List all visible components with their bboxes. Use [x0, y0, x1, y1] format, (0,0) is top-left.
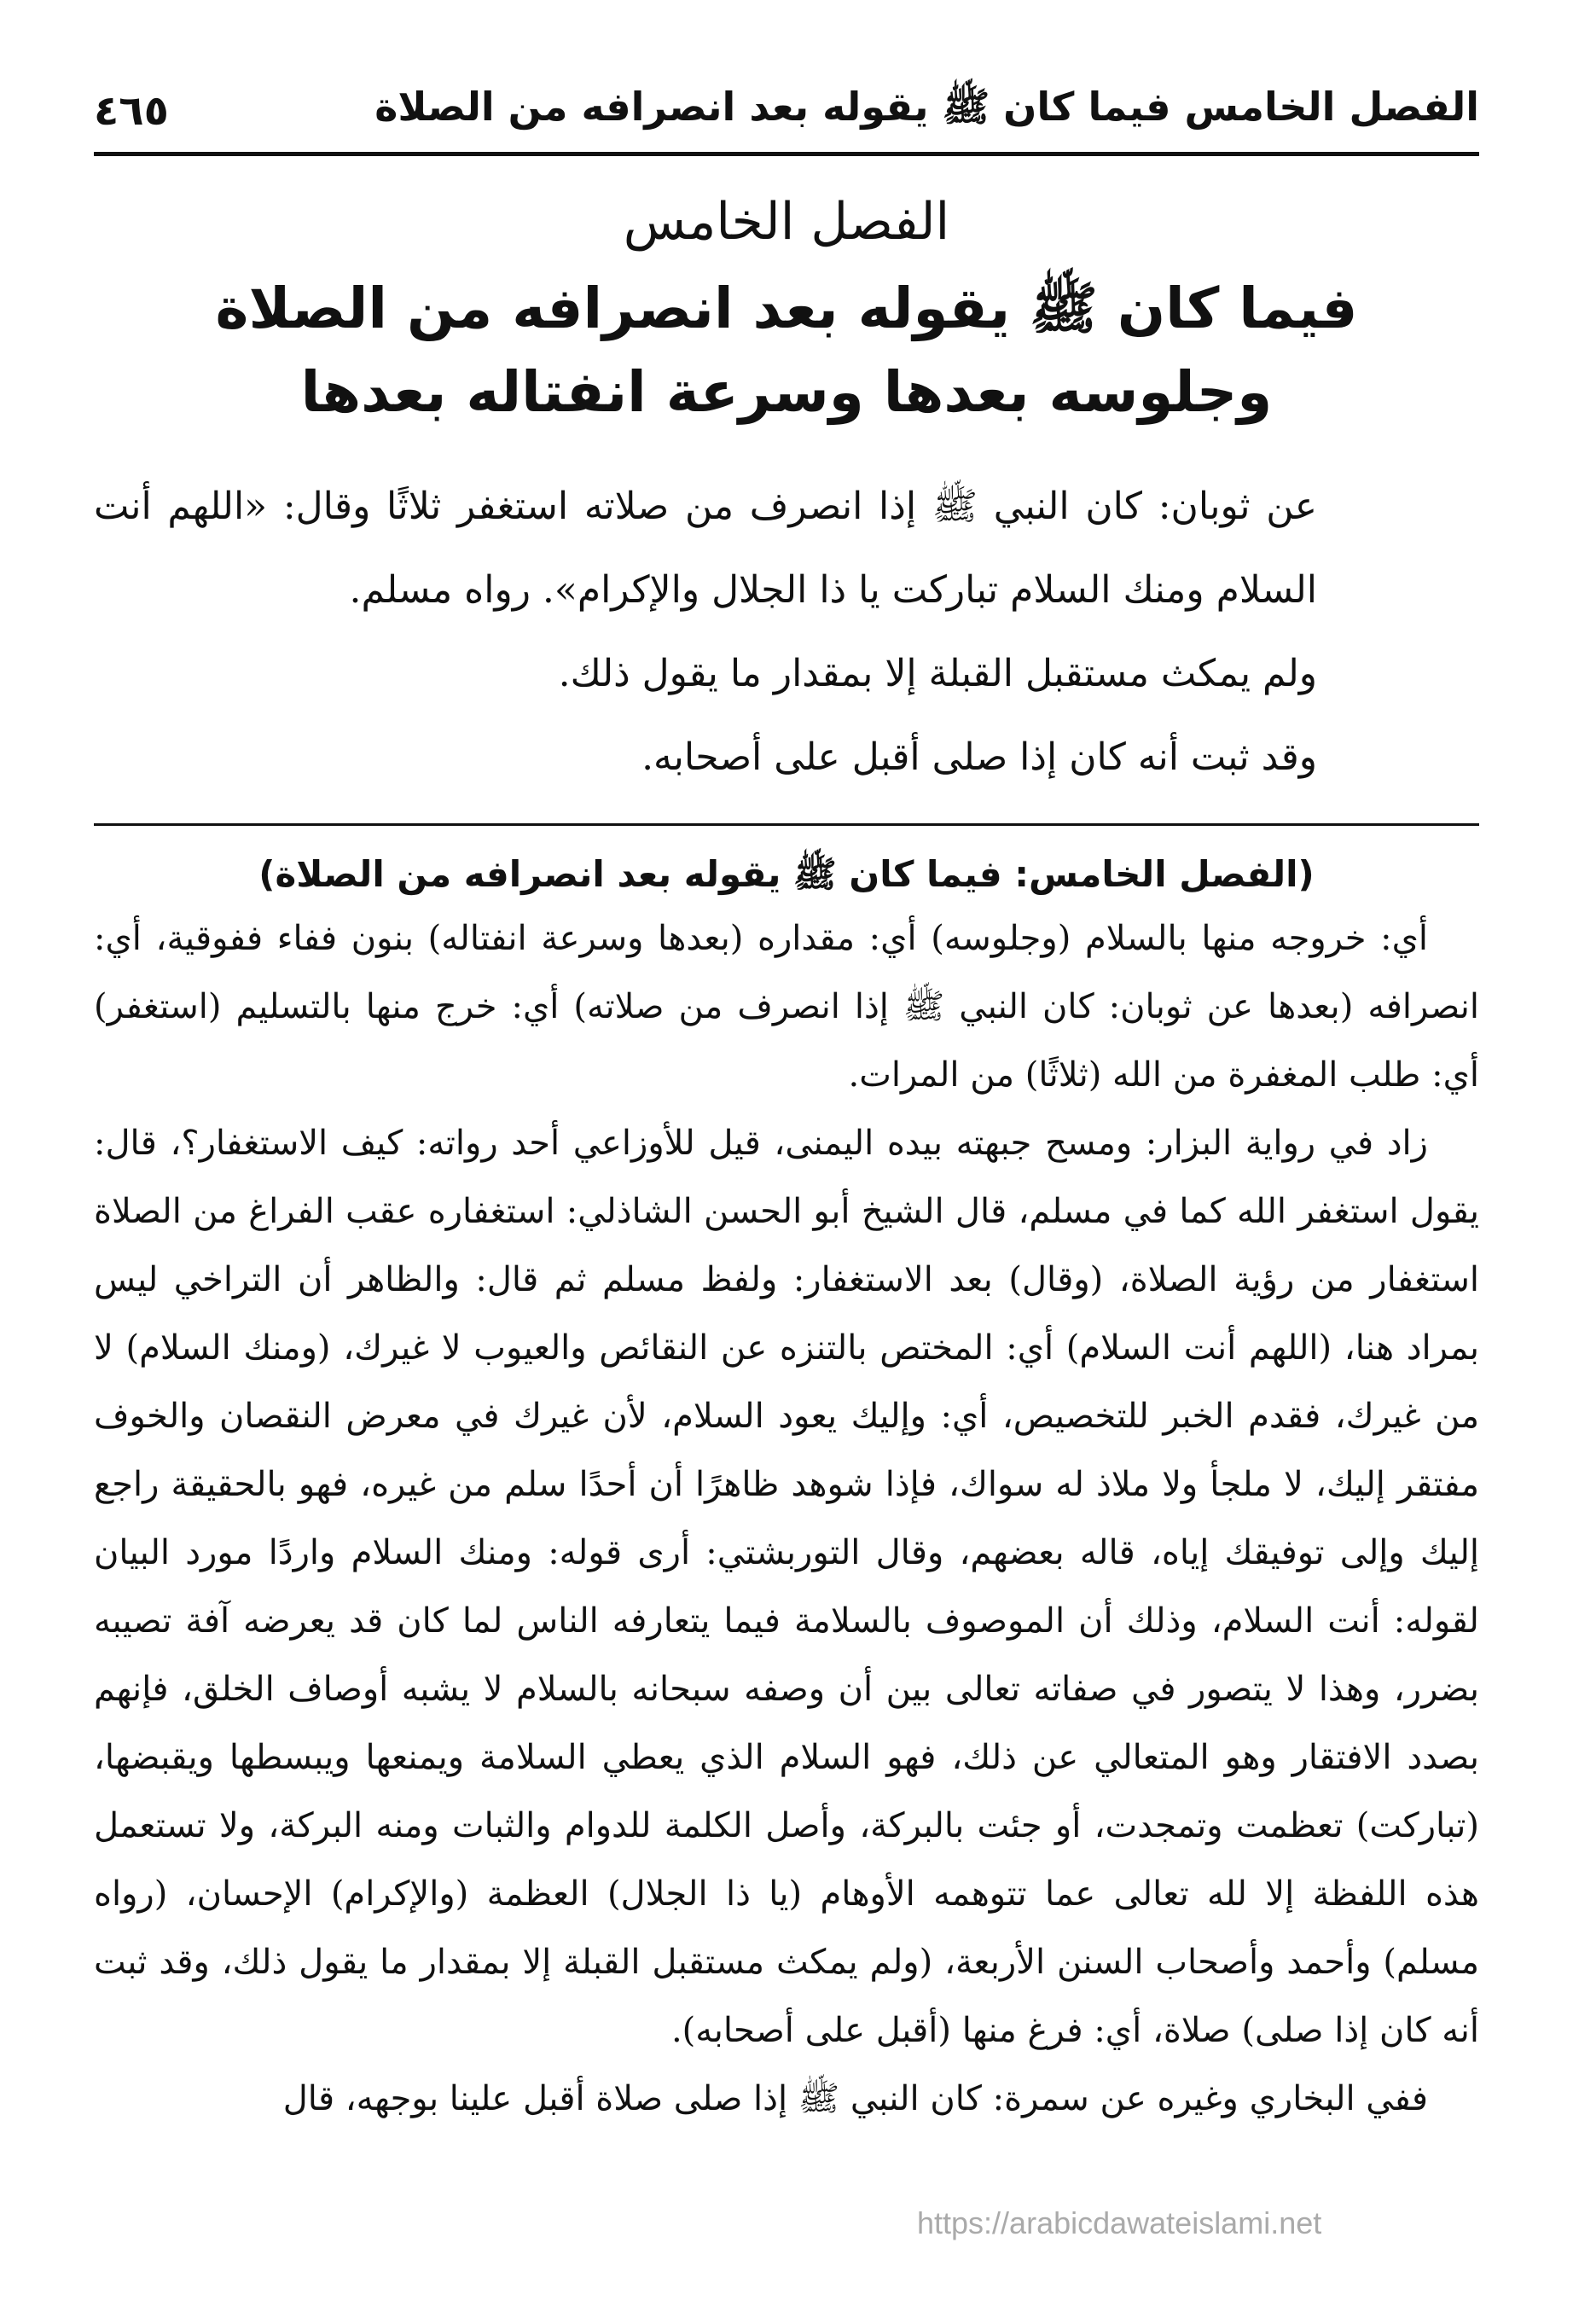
commentary-heading: (الفصل الخامس: فيما كان ﷺ يقوله بعد انصرافه من الصلاة)	[258, 853, 1315, 895]
commentary-paragraph-1: أي: خروجه منها بالسلام (وجلوسه) أي: مقداره (بعدها وسرعة انفتاله) بنون ففاء ففوقية، أي: انصرافه (بعدها عن ثوبان: كان النبي ﷺ إذا انصرف من صلاته) أي: خرج منها بالتسليم (استغفر) أي: طلب المغفرة من الله (ثلاثًا) من المرات.	[94, 919, 1479, 1095]
main-text	[94, 465, 1445, 799]
main-paragraph-hadith: عن ثوبان: كان النبي ﷺ إذا انصرف من صلاته استغفر ثلاثًا وقال: «اللهم أنت السلام ومنك السلام تباركت يا ذا الجلال والإكرام». رواه مسلم.	[94, 485, 1317, 612]
main-paragraph-2: ولم يمكث مستقبل القبلة إلا بمقدار ما يقول ذلك.	[558, 652, 1317, 695]
header-rule	[94, 152, 1479, 156]
page-number: ٤٦٥	[94, 87, 169, 135]
chapter-label: الفصل الخامس	[623, 192, 950, 252]
main-paragraph-3: وقد ثبت أنه كان إذا صلى أقبل على أصحابه.	[641, 735, 1317, 779]
commentary-paragraph-3: ففي البخاري وغيره عن سمرة: كان النبي ﷺ إذا صلى صلاة أقبل علينا بوجهه، قال	[282, 2079, 1428, 2118]
commentary	[94, 845, 1479, 2133]
chapter-title-block	[94, 192, 1479, 434]
chapter-heading-line-2: وجلوسه بعدها وسرعة انفتاله بعدها	[300, 359, 1273, 425]
header-title: الفصل الخامس فيما كان ﷺ يقوله بعد انصرافه من الصلاة	[374, 83, 1479, 130]
text-separator-rule	[94, 823, 1479, 826]
watermark-url: https://arabicdawateislami.net	[917, 2205, 1322, 2240]
commentary-paragraph-2: زاد في رواية البزار: ومسح جبهته بيده اليمنى، قيل للأوزاعي أحد رواته: كيف الاستغفار؟، قال: يقول استغفر الله كما في مسلم، قال الشيخ أبو الحسن الشاذلي: استغفاره عقب الفراغ من الصلاة استغفار من رؤية الصلاة، (وقال) بعد الاستغفار: ولفظ مسلم ثم قال: والظاهر أن التراخي ليس بمراد هنا، (اللهم أنت السلام) أي: المختص بالتنزه عن النقائص والعيوب لا غيرك، (ومنك السلام) لا من غيرك، فقدم الخبر للتخصيص، أي: وإليك يعود السلام، لأن غيرك في معرض النقصان والخوف مفتقر إليك، لا ملجأ ولا ملاذ له سواك، فإذا شوهد ظاهرًا أن أحدًا سلم من غيره، فهو بالحقيقة راجع إليك وإلى توفيقك إياه، قاله بعضهم، وقال التوربشتي: أرى قوله: ومنك السلام واردًا مورد البيان لقوله: أنت السلام، وذلك أن الموصوف بالسلامة فيما يتعارفه الناس لما كان قد يعرضه آفة تصيبه بضرر، وهذا لا يتصور في صفاته تعالى بين أن وصفه سبحانه بالسلام لا يشبه أوصاف الخلق، فإنهم بصدد الافتقار وهو المتعالي عن ذلك، فهو السلام الذي يعطي السلامة ويمنعها ويبسطها ويقبضها، (تباركت) تعظمت وتمجدت، أو جئت بالبركة، وأصل الكلمة للدوام والثبات ومنه البركة، ولا تستعمل هذه اللفظة إلا لله تعالى عما تتوهمه الأوهام (يا ذا الجلال) العظمة (والإكرام) الإحسان، (رواه مسلم) وأحمد وأصحاب السنن الأربعة، (ولم يمكث مستقبل القبلة إلا بمقدار ما يقول ذلك، وقد ثبت أنه كان إذا صلى) صلاة، أي: فرغ منها (أقبل على أصحابه).	[94, 1124, 1479, 2050]
chapter-heading-line-1: فيما كان ﷺ يقوله بعد انصرافه من الصلاة	[215, 276, 1358, 341]
running-header	[94, 77, 1479, 145]
